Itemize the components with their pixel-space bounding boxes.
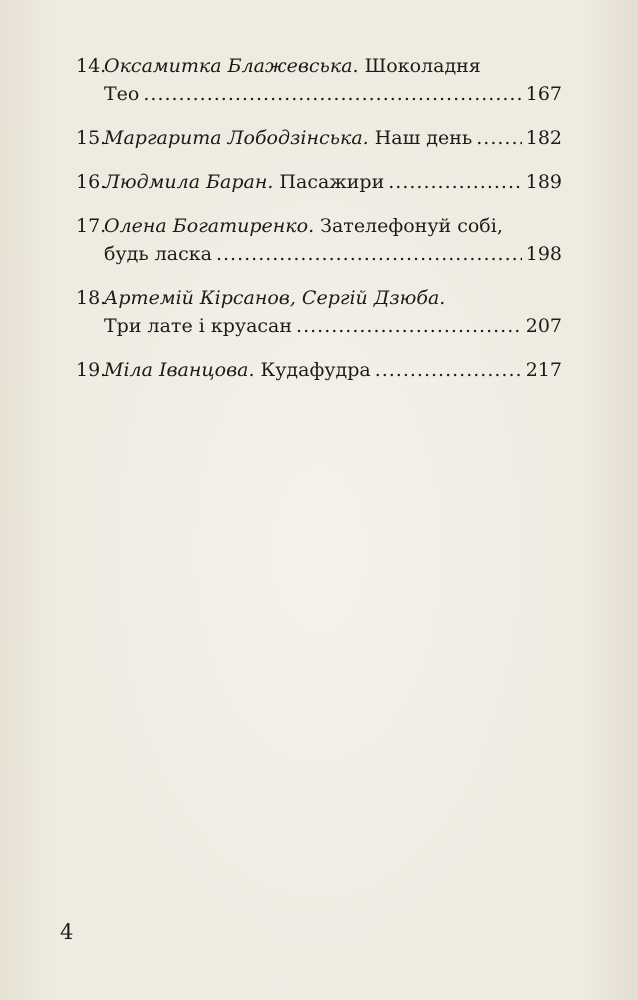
toc-entry-14 [76, 52, 562, 108]
entry-author: Маргарита Лободзінська. [104, 127, 369, 149]
entry-page-number: 207 [525, 315, 562, 337]
entry-title: Пасажири [279, 171, 385, 193]
page-number: 4 [60, 920, 74, 944]
entry-page-number: 217 [525, 359, 562, 381]
entry-number: 19. [76, 359, 107, 381]
entry-author: Людмила Баран. [104, 171, 274, 193]
entry-number: 17. [76, 215, 107, 237]
entry-title: Зателефонуй собі, [320, 215, 503, 237]
entry-title-continued: Тео [104, 83, 140, 105]
entry-author: Олена Богатиренко. [104, 215, 315, 237]
entry-page-number: 167 [525, 83, 562, 105]
toc-entry-19 [76, 356, 562, 384]
entry-number: 18. [76, 287, 107, 309]
entry-title: Кудафудра [260, 359, 371, 381]
entry-page-number: 189 [525, 171, 562, 193]
entry-number: 14. [76, 55, 107, 77]
entry-page-number: 182 [525, 127, 562, 149]
entry-page-number: 198 [525, 243, 562, 265]
entry-number: 16. [76, 171, 107, 193]
entry-author: Оксамитка Блажевська. [104, 55, 359, 77]
dot-leader [388, 168, 521, 196]
dot-leader [375, 356, 522, 384]
entry-title: Наш день [374, 127, 473, 149]
toc-entry-15 [76, 124, 562, 152]
entry-title-continued: будь ласка [104, 243, 212, 265]
toc-entry-17 [76, 212, 562, 268]
dot-leader [476, 124, 521, 152]
toc-entry-16 [76, 168, 562, 196]
dot-leader [143, 80, 521, 108]
dot-leader [216, 240, 522, 268]
entry-title: Шоколадня [364, 55, 481, 77]
entry-number: 15. [76, 127, 107, 149]
dot-leader [296, 312, 522, 340]
entry-author: Міла Іванцова. [104, 359, 255, 381]
entry-author: Артемій Кірсанов, Сергій Дзюба. [104, 287, 446, 309]
table-of-contents [76, 52, 562, 400]
toc-entry-18 [76, 284, 562, 340]
entry-title: Три лате і круасан [104, 315, 293, 337]
